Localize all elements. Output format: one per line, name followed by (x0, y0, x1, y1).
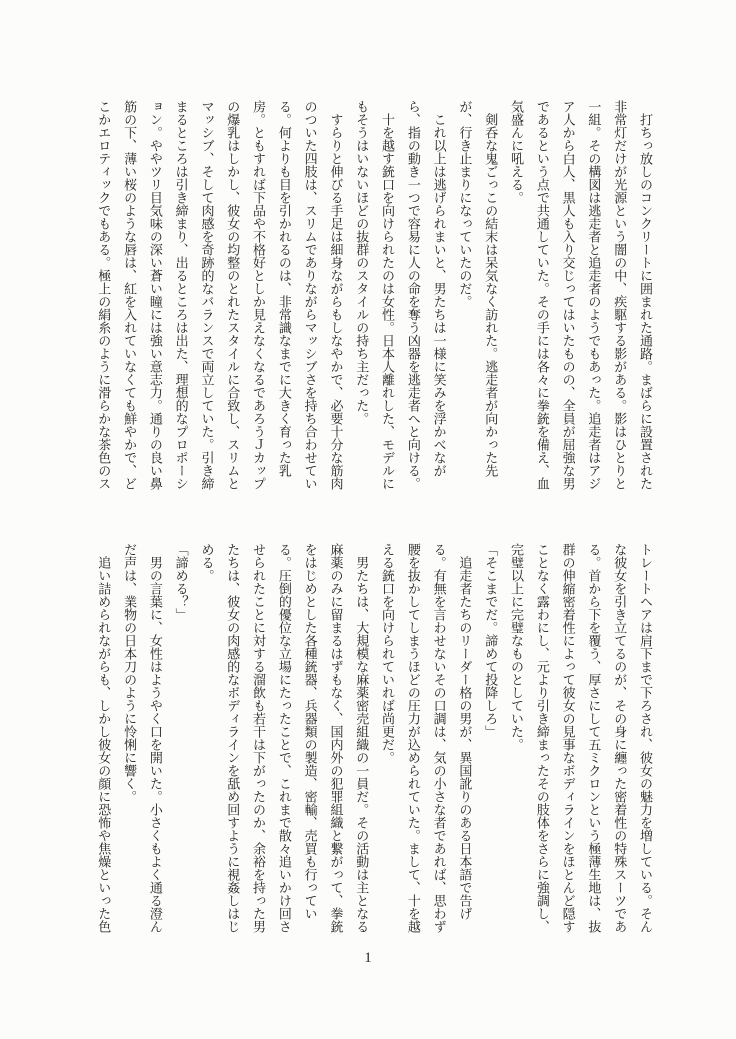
text-block-upper (90, 100, 658, 492)
text-line: 十を越す銃口を向けられたのは女性。日本人離れした、モデルに (380, 100, 396, 490)
text-line: 群の伸縮密着性によって彼女の見事なボディラインをほとんど隠す (560, 543, 576, 933)
text-line: 追走者たちのリーダー格の男が、異国訛りのある日本語で告げ (457, 543, 473, 920)
text-line: マッシブ、そして肉感を奇跡的なバランスで両立していた。引き締 (199, 100, 215, 490)
text-line: せられたことに対する溜飲も若干は下がったのか、余裕を持った男 (251, 543, 267, 933)
text-line: 完璧以上に完璧なものとしていた。 (509, 543, 525, 751)
text-line: こかエロティックでもある。極上の絹糸のように滑らかな茶色のス (96, 100, 112, 490)
text-line: る。何よりも目を引かれるのは、非常識なまでに大きく育った乳 (276, 100, 292, 477)
text-line: る。首から下を覆う、厚さにして五ミクロンという極薄生地は、抜 (586, 543, 602, 933)
text-line: 「諦める？」 (173, 543, 189, 621)
text-line: ら、指の動き一つで容易に人の命を奪う凶器を逃走者へと向ける。 (405, 100, 421, 490)
text-line: たちは、彼女の肉感的なボディラインを舐め回すように視姦しはじ (225, 543, 241, 933)
text-line: 麻薬のみに留まるはずもなく、国内外の犯罪組織と繋がって、拳銃 (328, 543, 344, 933)
text-line: だ声は、業物の日本刀のように怜悧に響く。 (122, 543, 138, 803)
text-line: もそうはいないほどの抜群のスタイルの持ち主だった。 (354, 100, 370, 425)
text-line: な彼女を引き立てるのが、その身に纏った密着性の特殊スーツであ (612, 543, 628, 933)
text-line: える銃口を向けられていれば尚更だ。 (380, 543, 396, 764)
text-line: ョン。ややツリ目気味の深い蒼い瞳には強い意志力。通りの良い鼻 (147, 100, 163, 490)
text-block-lower (90, 543, 658, 935)
text-line: が、行き止まりになっていたのだ。 (457, 100, 473, 308)
text-line: 「そこまでだ。諦めて投降しろ」 (483, 543, 499, 738)
text-line: 男の言葉に、女性はようやく口を開いた。小さくもよく通る澄ん (147, 543, 163, 933)
text-line: める。 (199, 543, 215, 582)
text-line: 打ちっ放しのコンクリートに囲まれた通路。まばらに設置された (638, 100, 653, 490)
text-line: をはじめとした各種銃器、兵器類の製造、密輸、売買も行ってい (302, 543, 318, 920)
text-line: これ以上は逃げられまいと、男たちは一様に笑みを浮かべなが (431, 100, 447, 477)
text-line: る。有無を言わせないその口調は、気の小さな者であれば、思わず (431, 543, 447, 933)
text-line: 追い詰められながらも、しかし彼女の顔に恐怖や焦燥といった色 (96, 543, 112, 933)
text-line: まるところは引き締まり、出るところは出た、理想的なプロポーシ (173, 100, 189, 490)
text-line: すらりと伸びる手足は細身ながらもしなやかで、必要十分な筋肉 (328, 100, 344, 490)
text-line: 非常灯だけが光源という闇の中、疾駆する影がある。影はひとりと (612, 100, 628, 490)
text-line: のついた四肢は、スリムでありながらマッシブさを持ち合わせてい (302, 100, 318, 490)
text-line: る。圧倒的優位な立場にたったことで、これまで散々追いかけ回さ (276, 543, 292, 933)
text-line: 筋の下、薄い桜のような唇は、紅を入れていなくても鮮やかで、ど (122, 100, 138, 490)
text-line: 男たちは、大規模な麻薬密売組織の一員だ。その活動は主となる (354, 543, 370, 933)
text-line: トレートヘアは肩下まで下ろされ、彼女の魅力を増している。そん (638, 543, 653, 933)
text-line: 剣呑な鬼ごっこの結末は呆気なく訪れた。逃走者が向かった先 (483, 100, 499, 477)
text-line: ことなく露わにし、元より引き締まったその肢体をさらに強調し、 (534, 543, 550, 933)
page-number: 1 (364, 950, 372, 966)
text-line: の爆乳はしかし、彼女の均整のとれたスタイルに合致し、スリムと (225, 100, 241, 490)
text-line: ア人から白人、黒人も入り交じってはいたものの、全員が屈強な男 (560, 100, 576, 490)
text-line: 気盛んに吼える。 (509, 100, 525, 204)
text-line: 房。ともすれば下品や不格好としか見えなくなるであろうＪカップ (251, 100, 267, 490)
text-line: 一組。その構図は逃走者と追走者のようでもあった。追走者はアジ (586, 100, 602, 490)
text-line: 腰を抜かしてしまうほどの圧力が込められていた。まして、十を越 (405, 543, 421, 933)
text-line: であるという点で共通していた。その手には各々に拳銃を備え、血 (534, 100, 550, 490)
